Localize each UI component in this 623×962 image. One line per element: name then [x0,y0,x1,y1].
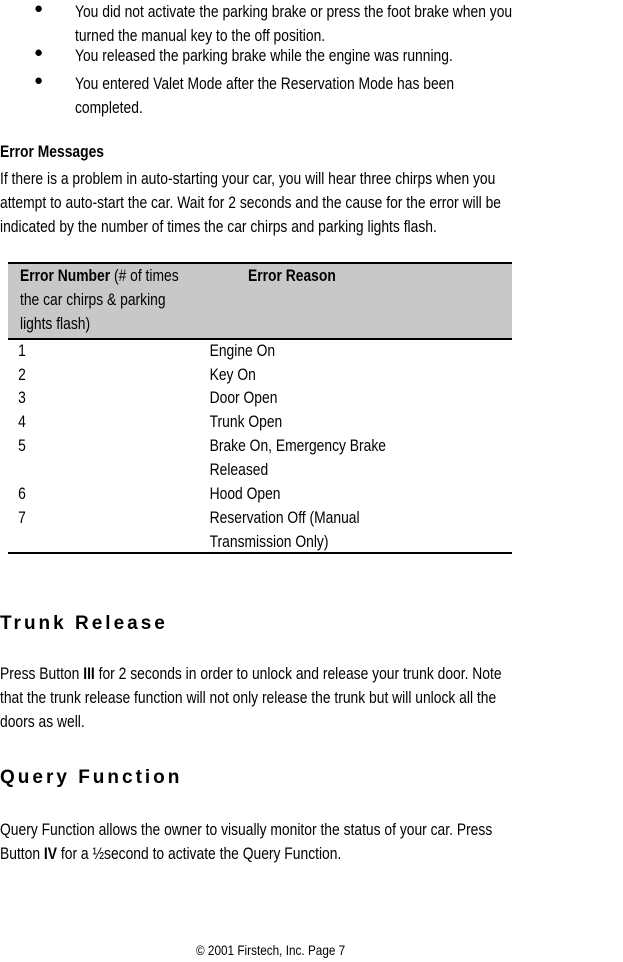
bullet-line: turned the manual key to the off position. [75,27,326,45]
table-bottom-rule [8,552,512,554]
trunk-release-title: Trunk Release [0,613,168,634]
button-iv-label: IV [43,845,58,863]
bullet-dot: ● [34,72,44,89]
trunk-release-line: that the trunk release function will not only release the trunk but will unlock all the [0,689,497,707]
bullet-line: You released the parking brake while the engine was running. [75,47,453,65]
bullet-line: You did not activate the parking brake or press the foot brake when you [75,3,513,21]
half-fraction: ½ [92,845,105,863]
table-header [8,262,512,340]
bullet-dot: ● [34,44,44,61]
button-iii-label: III [83,665,95,683]
bullet-line: You entered Valet Mode after the Reservation Mode has been [75,75,455,93]
trunk-release-line: Press Button III for 2 seconds in order to unlock and release your trunk door. Note [0,665,502,683]
bullet-line: completed. [75,99,143,117]
error-messages-heading: Error Messages [0,143,105,161]
header-error-reason: Error Reason [248,267,336,285]
bullet-dot: ● [34,0,44,17]
query-function-line: Button IV for a ½second to activate the Query Function. [0,845,342,863]
header-error-number: Error Number (# of times the car chirps & parking lights flash) [20,267,179,333]
error-messages-line: attempt to auto-start the car. Wait for 2 seconds and the cause for the error will be [0,194,502,212]
trunk-release-line: doors as well. [0,713,85,731]
query-function-title: Query Function [0,767,183,788]
page-footer: © 2001 Firstech, Inc. Page 7 [196,942,346,958]
query-function-line: Query Function allows the owner to visually monitor the status of your car. Press [0,821,493,839]
error-messages-line: indicated by the number of times the car chirps and parking lights flash. [0,218,437,236]
error-messages-line: If there is a problem in auto-starting your car, you will hear three chirps when you [0,170,496,188]
